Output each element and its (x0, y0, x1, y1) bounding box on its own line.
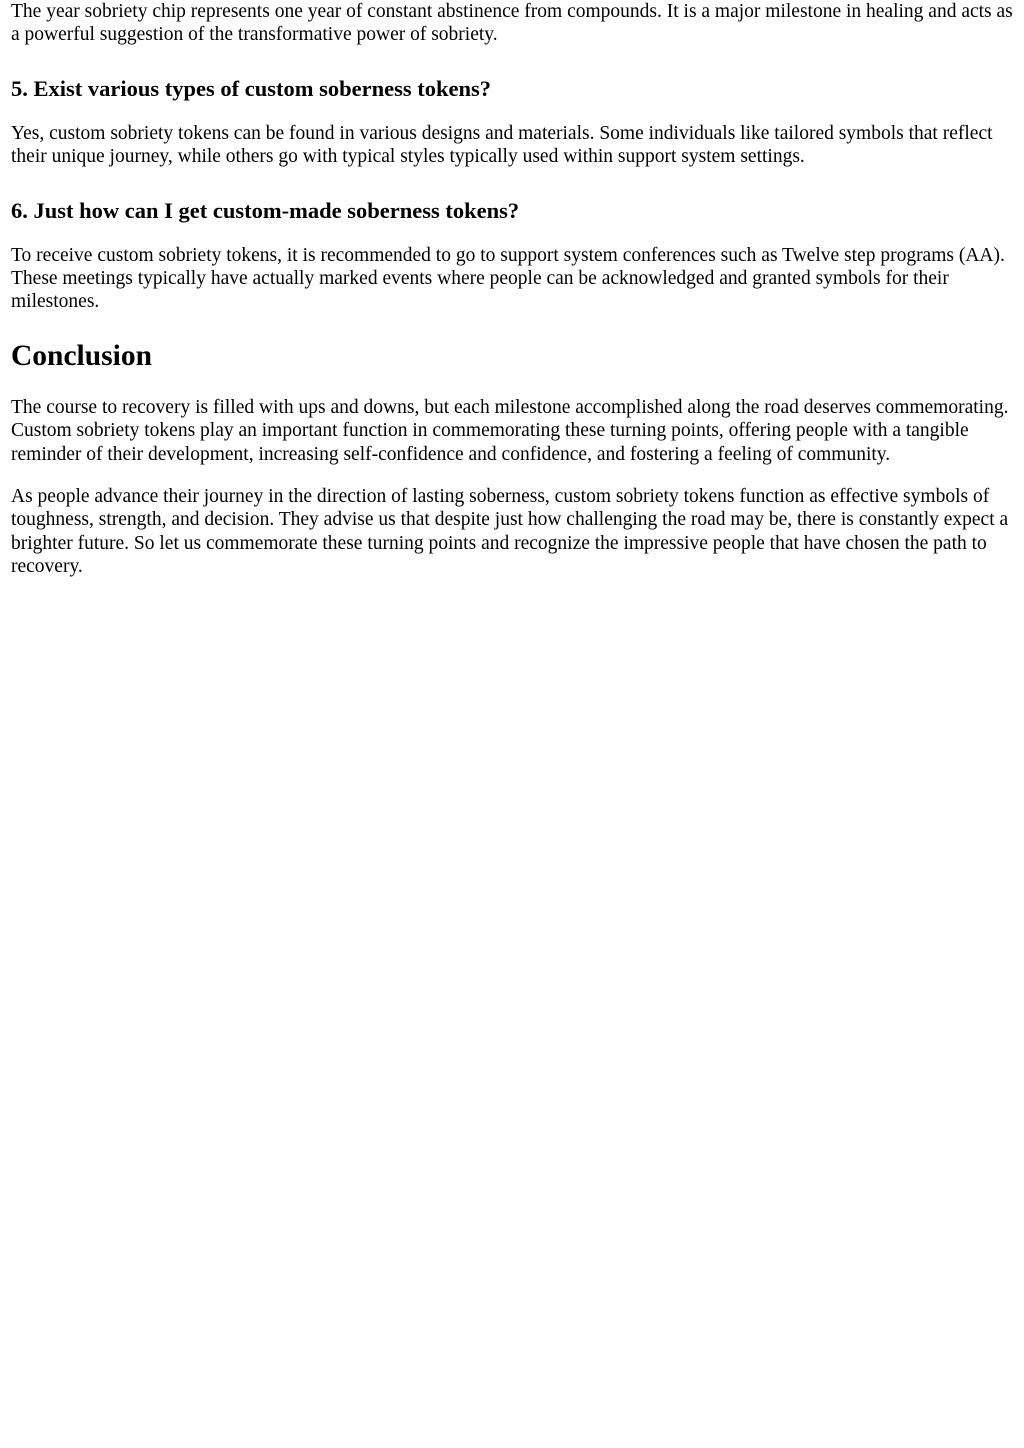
conclusion-heading: Conclusion (11, 339, 152, 372)
faq-question-5: 5. Exist various types of custom soberness tokens? (11, 75, 492, 101)
faq-answer-5: Yes, custom sobriety tokens can be found in various designs and materials. Some individuals like tailored symbols that reflect their unique journey, while others go with typical styles typically used within support system settings. (11, 122, 993, 168)
faq-answer-6: To receive custom sobriety tokens, it is recommended to go to support system conferences such as Twelve step programs (AA). These meetings typically have actually marked events where people can be acknowledged and granted symbols for their milestones. (11, 244, 1005, 313)
intro-paragraph: The year sobriety chip represents one year of constant abstinence from compounds. It is a major milestone in healing and acts as a powerful suggestion of the transformative power of sobriety. (11, 1, 1013, 46)
conclusion-paragraph: As people advance their journey in the direction of lasting soberness, custom sobriety tokens function as effective symbols of toughness, strength, and decision. They advise us that despite just how challenging the road may be, there is constantly expect a brighter future. So let us commemorate these turning points and recognize the impressive people that have chosen the path to recovery. (11, 486, 1009, 578)
faq-question-6: 6. Just how can I get custom-made soberness tokens? (11, 197, 520, 223)
conclusion-paragraph: The course to recovery is filled with ups and downs, but each milestone accomplished along the road deserves commemorating. Custom sobriety tokens play an important function in commemorating these turning points, offering people with a tangible reminder of their development, increasing self-confidence and confidence, and fostering a feeling of community. (11, 396, 1009, 465)
article-body (0, 0, 1024, 579)
